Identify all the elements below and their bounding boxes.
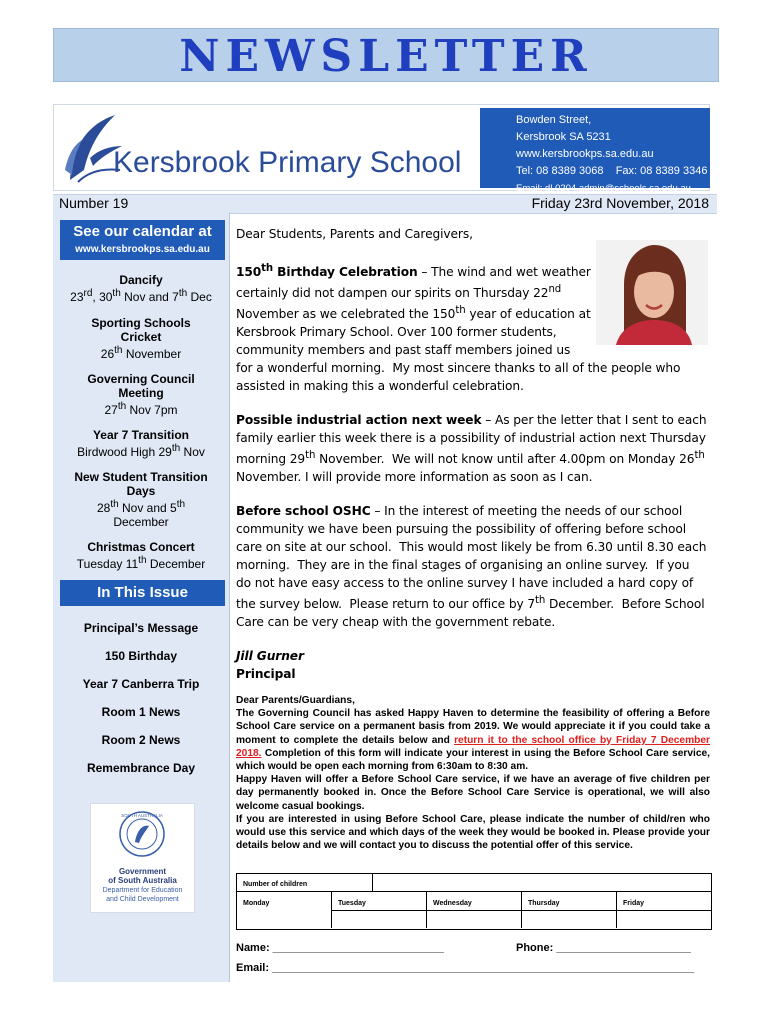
event-new-student-transition (53, 470, 229, 529)
name-field[interactable]: Name: ____________________________ (236, 942, 444, 954)
paragraph-title: Possible industrial action next week (236, 413, 482, 428)
email-field[interactable]: Email: _____________________________________________________________________ (236, 962, 695, 974)
address-street: Bowden Street, (516, 114, 592, 126)
event-detail: 26th November (100, 345, 182, 361)
survey-form-text (236, 694, 710, 852)
calendar-heading-box (60, 220, 225, 260)
issue-item-room1[interactable]: Room 1 News (101, 705, 181, 719)
event-detail: Birdwood High 29th Nov (77, 443, 205, 459)
day-cell-monday[interactable] (237, 892, 332, 928)
sa-seal-icon (91, 804, 194, 862)
table-divider (332, 910, 711, 911)
school-name: Kersbrook Primary School (113, 146, 462, 179)
signature-name: Jill Gurner (236, 649, 304, 664)
paragraph-title: Before school OSHC (236, 504, 371, 519)
school-phone: Tel: 08 8389 3068 (516, 165, 604, 177)
day-label: Monday (243, 900, 270, 907)
event-dancify (53, 273, 229, 304)
table-label-cell (237, 874, 373, 892)
form-body-b: Completion of this form will indicate your interest in using the Before School Care service, which would be open each morning from 6:30am to 8:30 am. (236, 747, 710, 773)
calendar-heading: See our calendar at (73, 223, 212, 240)
dept-text (91, 887, 194, 904)
form-return-deadline: return it to the school office by Friday 7 December 2018. (236, 734, 711, 759)
table-label: Number of children (243, 881, 308, 888)
paragraph-title: 150th Birthday Celebration (236, 263, 418, 280)
day-label: Wednesday (433, 900, 472, 907)
day-label: Thursday (528, 900, 560, 907)
paragraph-birthday: 150th Birthday Celebration – The wind and wet weather certainly did not dampen our spirits on Thursday 22nd November as we celebrated the 150th year of education at Kersbrook Primary School. Over 100 former students, community members and past staff members joined us (236, 263, 591, 358)
issue-number: Number 19 (59, 195, 129, 211)
event-title: Sporting Schools Cricket (91, 316, 191, 344)
event-year7-transition (53, 428, 229, 459)
issue-item-canberra-trip[interactable]: Year 7 Canberra Trip (82, 677, 200, 691)
dept-line1: Department for Education (102, 887, 183, 894)
school-email[interactable]: Email: dl.0204.admin@schools.sa.edu.au (516, 183, 691, 194)
school-website[interactable]: www.kersbrookps.sa.edu.au (516, 148, 654, 160)
issue-item-150-birthday[interactable]: 150 Birthday (104, 649, 178, 663)
event-detail: Tuesday 11th December (76, 555, 206, 571)
event-christmas-concert (53, 540, 229, 571)
event-title: Dancify (119, 273, 163, 287)
school-fax: Fax: 08 8389 3346 (615, 165, 708, 177)
school-contact-block (480, 108, 710, 194)
signature-title: Principal (236, 667, 296, 682)
event-governing-council (53, 372, 229, 417)
event-title: Governing Council Meeting (87, 372, 195, 400)
gov-line1: Government (118, 867, 167, 876)
event-cricket (53, 316, 229, 361)
event-detail: 23rd, 30th Nov and 7th Dec (70, 288, 212, 304)
form-paragraph-2: Happy Haven will offer a Before School Care service, if we have an average of five children per day permanently booked in. Once the Before School Care Service is operational, we will also welcome casual bookings. (236, 774, 710, 812)
dept-line2: and Child Development (106, 895, 179, 903)
children-days-table (236, 873, 712, 930)
banner-title: NEWSLETTER (179, 31, 593, 82)
issue-date: Friday 23rd November, 2018 (531, 195, 709, 211)
paragraph-industrial-action: Possible industrial action next week – As per the letter that I sent to each family earlier this week there is a possibility of industrial action next Thursday morning 29th November. We will not know until after 4.00pm on Monday 26th November. I will provide more information as soon as I can. (236, 413, 707, 485)
day-label: Friday (623, 900, 645, 907)
event-title: Year 7 Transition (92, 428, 190, 442)
issue-strip (53, 194, 717, 214)
seal-text: SOUTH AUSTRALIA (121, 813, 163, 818)
form-paragraph-1 (236, 707, 710, 773)
issue-item-principals-message[interactable]: Principal’s Message (83, 621, 199, 635)
day-label: Tuesday (338, 900, 366, 907)
phone-field[interactable]: Phone: ______________________ (516, 942, 691, 954)
gov-line2: of South Australia (108, 876, 177, 885)
in-this-issue-heading: In This Issue (60, 580, 225, 606)
event-detail: 28th Nov and 5th December (96, 499, 186, 529)
event-title: New Student Transition Days (74, 470, 208, 498)
form-paragraph-3: If you are interested in using Before School Care, please indicate the number of child/ren who would use this service and which days of the week they would be booked in. Please provide your details below and we will contact you to discuss the potential offer of this service. (236, 813, 710, 852)
address-suburb: Kersbrook SA 5231 (516, 131, 611, 143)
government-logo (90, 803, 195, 913)
event-title: Christmas Concert (87, 540, 195, 554)
issue-item-room2[interactable]: Room 2 News (101, 733, 181, 747)
newsletter-banner (53, 28, 719, 82)
form-body-a: The Governing Council has asked Happy Haven to determine the feasibility of offering a Before School Care service on a permanent basis from 2019. We would appreciate it if you could take a moment to complete the details below and (236, 708, 710, 746)
event-detail: 27th Nov 7pm (104, 401, 178, 417)
children-count-input[interactable] (373, 874, 711, 892)
paragraph-oshc: Before school OSHC – In the interest of meeting the needs of our school community we have been pursuing the possibility of offering before school care on site at our school. This would most likely be from 6.30 until 8.30 each morning. They are in the final stages of organising an online survey. If you do not have easy access to the online survey I have included a hard copy of the survey below. Please return to our office by 7th December. Before School Care can be very cheap with the government rebate. (236, 504, 707, 630)
gov-text (91, 867, 194, 885)
form-salutation: Dear Parents/Guardians, (236, 695, 355, 706)
principal-letter (236, 225, 708, 683)
issue-item-remembrance[interactable]: Remembrance Day (86, 761, 196, 775)
letter-greeting: Dear Students, Parents and Caregivers, (236, 227, 473, 241)
calendar-link[interactable]: www.kersbrookps.sa.edu.au (75, 244, 210, 255)
paragraph-birthday-cont: for a wonderful morning. My most sincere thanks to all of the people who assisted in making this a wonderful celebration. (236, 361, 681, 394)
